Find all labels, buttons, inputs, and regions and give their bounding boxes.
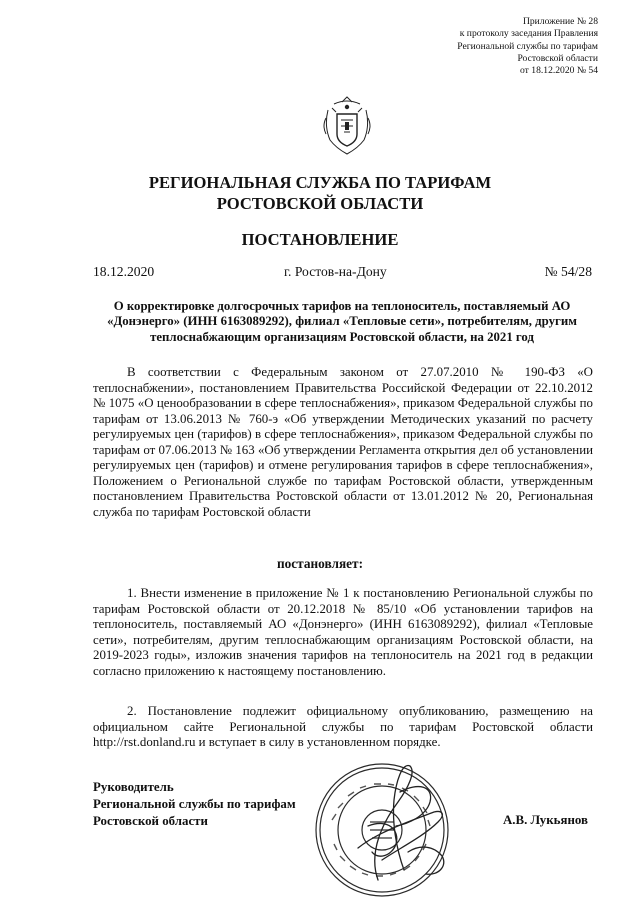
- signer-title-line: Руководитель: [93, 780, 174, 794]
- appendix-line: от 18.12.2020 № 54: [520, 65, 598, 77]
- resolution-item-1: 1. Внести изменение в приложение № 1 к постановлению Региональной службы по тарифам Ростовской области от 20.12.2018 № 85/10 «Об установлении тарифов на теплоноситель, поставляемый АО «Донэнерго» (ИНН 6163089292), филиал «Тепловые сети», потребителям, другим теплоснабжающим организациям Ростовской области, на 2019-2023 годы», изложив значения тарифов на теплоноситель на 2021 год в редакции согласно приложению к настоящему постановлению.: [93, 586, 593, 678]
- document-subject: О корректировке долгосрочных тарифов на теплоноситель, поставляемый АО «Донэнерго» (ИНН 6163089292), филиал «Тепловые сети», потребителям, другим теплоснабжающим организациям Ростовской области, на 2021 год: [107, 299, 577, 344]
- signer-title: [93, 779, 296, 829]
- resolution-item-2: 2. Постановление подлежит официальному опубликованию, размещению на официальном сайте Региональной службы по тарифам Ростовской области http://rst.donland.ru и вступает в силу в установленном порядке.: [93, 704, 593, 749]
- appendix-line: Ростовской области: [517, 52, 598, 64]
- agency-name: [60, 172, 580, 214]
- appendix-line: Приложение № 28: [522, 16, 598, 27]
- agency-line: РЕГИОНАЛЬНАЯ СЛУЖБА ПО ТАРИФАМ: [148, 173, 492, 192]
- preamble-paragraph: В соответствии с Федеральным законом от 27.07.2010 № 190-ФЗ «О теплоснабжении», постановлением Правительства Российской Федерации от 22.10.2012 № 1075 «О ценообразовании в сфере теплоснабжения», приказом Федеральной службы по тарифам от 13.06.2013 № 760-э «Об утверждении Методических указаний по расчету регулируемых цен (тарифов) в сфере теплоснабжения», приказом Федеральной службы по тарифам от 07.06.2013 № 163 «Об утверждении Регламента открытия дел об установлении регулируемых цен (тарифов) и отмене регулирования тарифов в сфере теплоснабжения», Положением о Региональной службе по тарифам Ростовской области, утвержденным постановлением Правительства Ростовской области от 13.01.2012 № 20, Региональная служба по тарифам Ростовской области: [93, 365, 593, 519]
- resolves-heading: постановляет:: [276, 556, 364, 571]
- appendix-line: Региональной службы по тарифам: [457, 40, 598, 52]
- appendix-note: [358, 16, 598, 77]
- document-number: № 54/28: [544, 264, 592, 279]
- signer-title-line: Региональной службы по тарифам: [93, 796, 296, 811]
- document-city: г. Ростов-на-Дону: [284, 264, 387, 279]
- document-type: ПОСТАНОВЛЕНИЕ: [241, 230, 399, 249]
- signer-title-line: Ростовской области: [93, 813, 208, 828]
- document-date: 18.12.2020: [93, 264, 155, 279]
- handwritten-signature-icon: [338, 752, 458, 892]
- agency-line: РОСТОВСКОЙ ОБЛАСТИ: [216, 194, 424, 213]
- appendix-line: к протоколу заседания Правления: [459, 28, 598, 40]
- coat-of-arms-icon: [322, 96, 372, 156]
- signer-name: А.В. Лукьянов: [502, 813, 588, 827]
